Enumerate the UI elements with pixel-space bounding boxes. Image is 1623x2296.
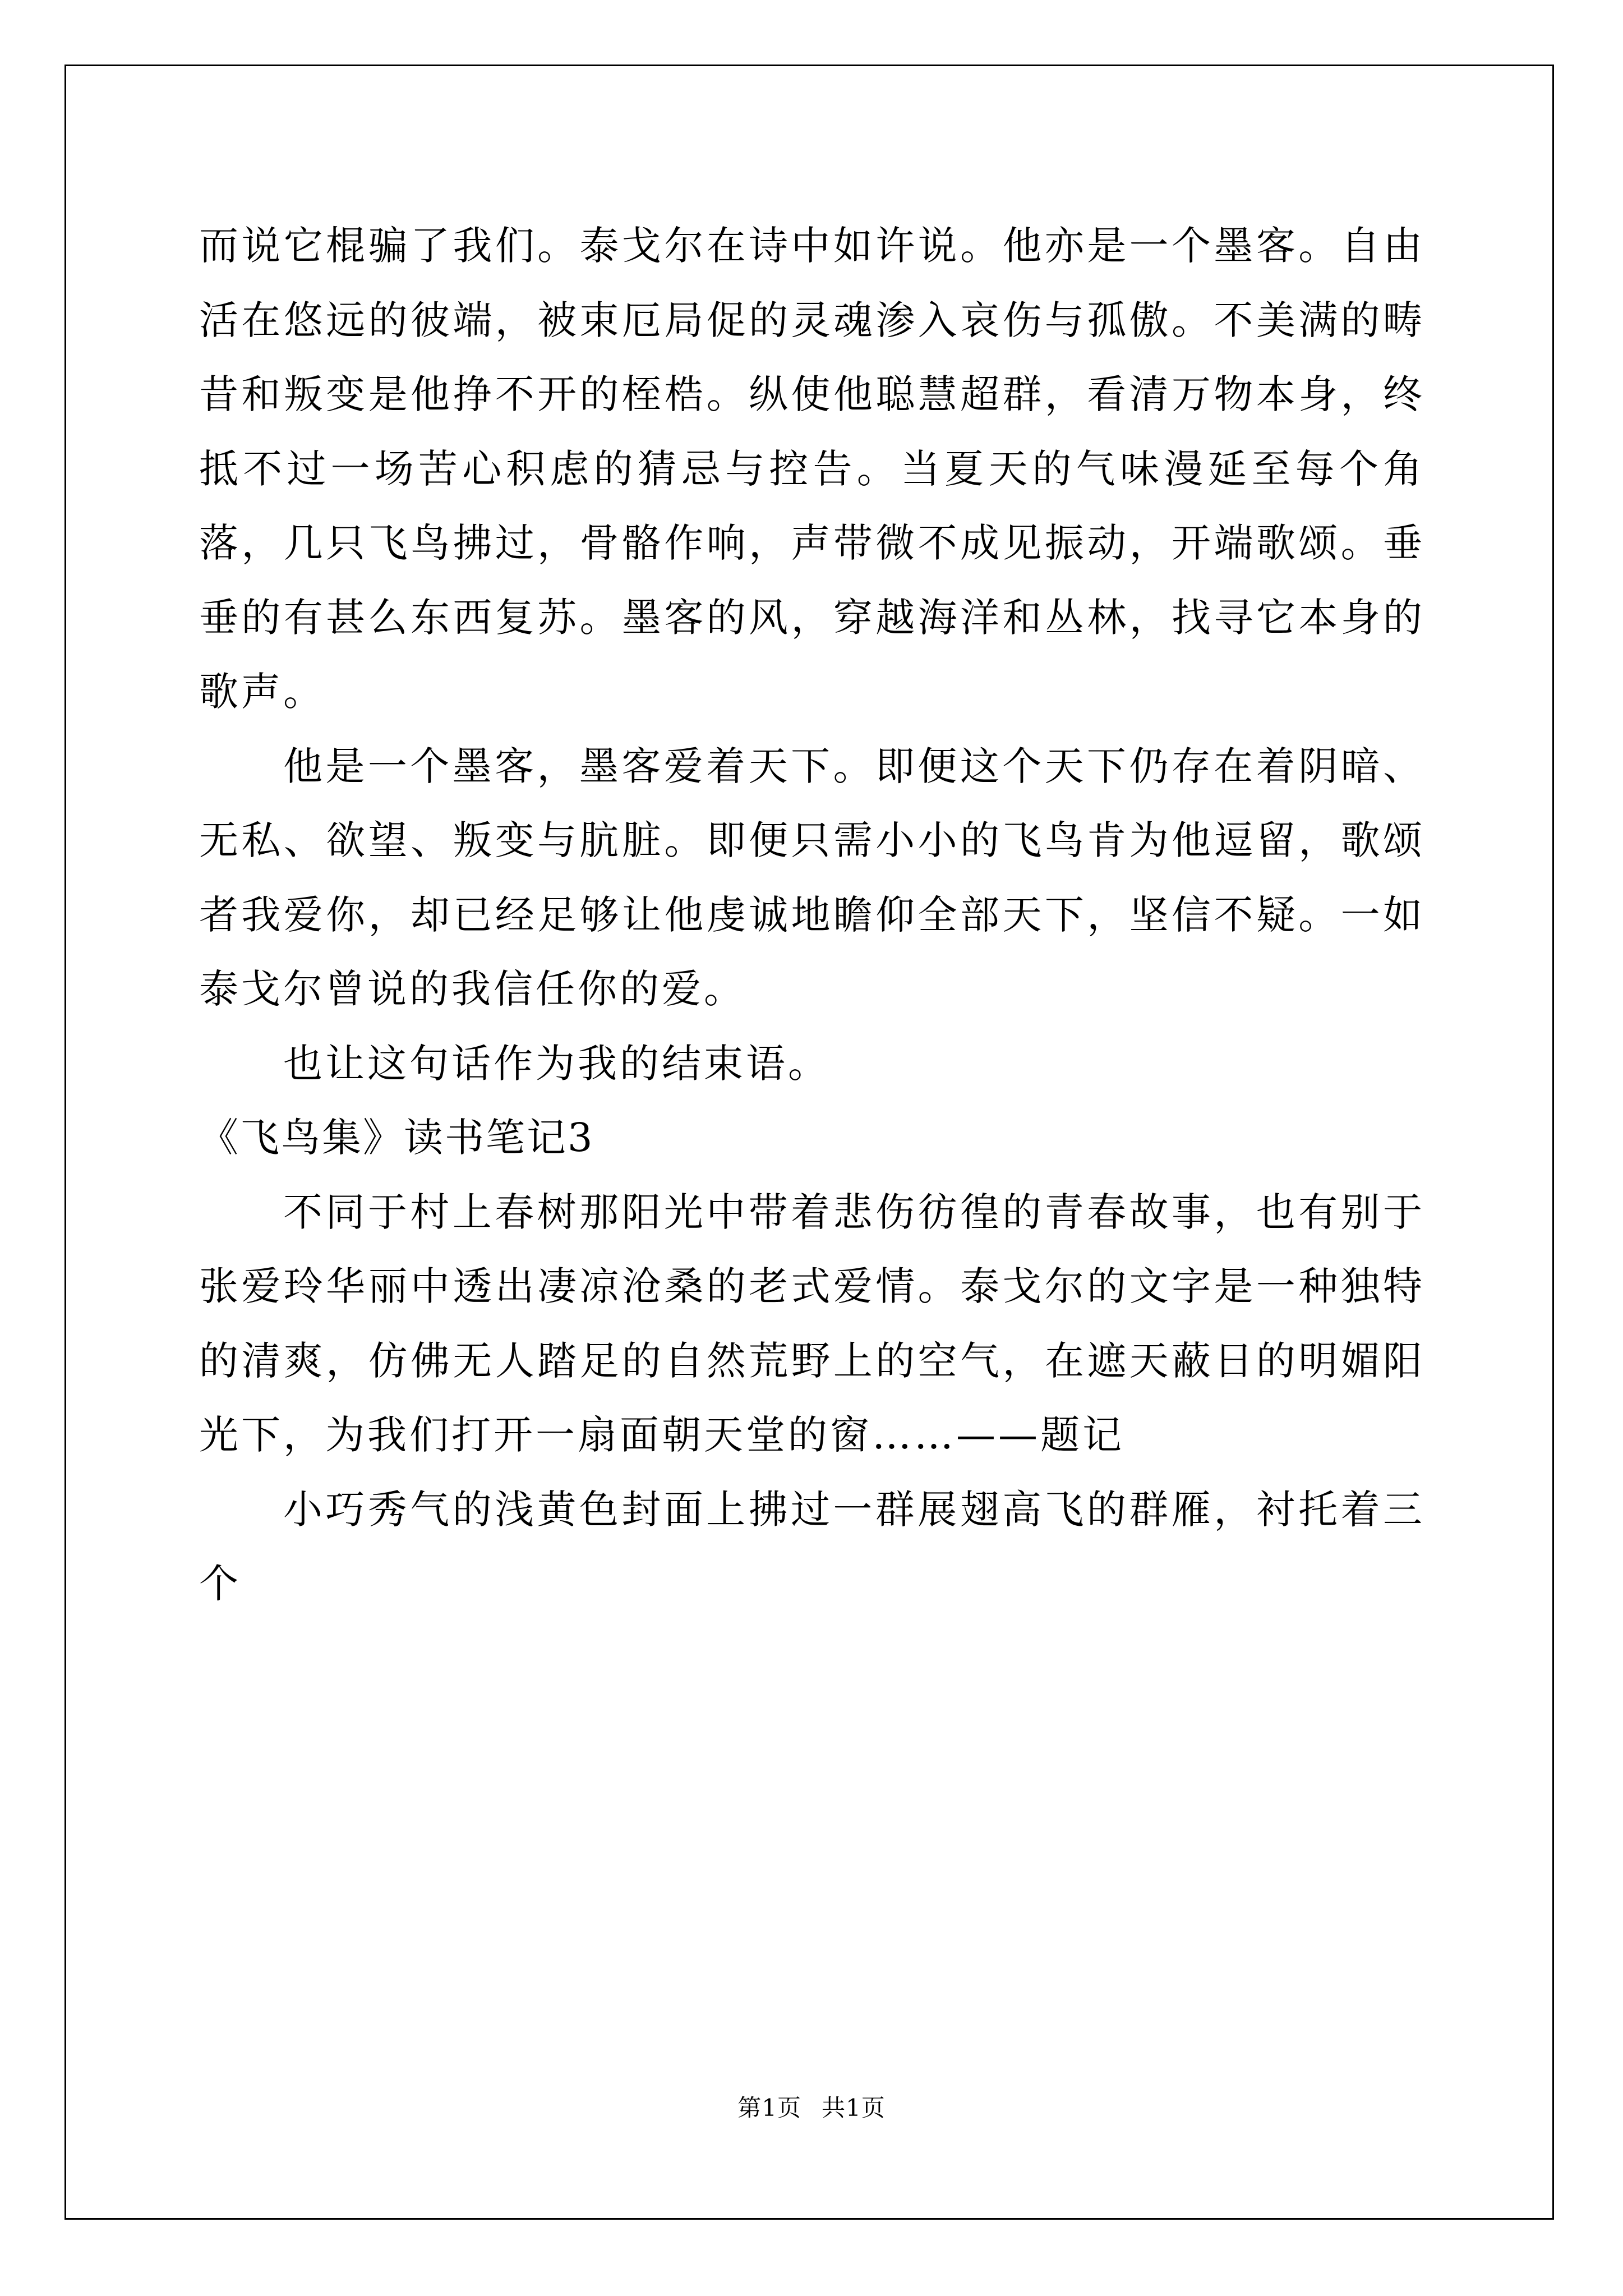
- paragraph-poet: 他是一个墨客，墨客爱着天下。即便这个天下仍存在着阴暗、无私、欲望、叛变与肮脏。即便只需小小的飞鸟肯为他逗留，歌颂者我爱你，却已经足够让他虔诚地瞻仰全部天下，坚信不疑。一如泰戈尔曾说的我信任你的爱。: [199, 743, 1425, 1012]
- document-body: [199, 209, 1425, 1621]
- paragraph-cover: 小巧秀气的浅黄色封面上拂过一群展翅高飞的群雁，衬托着三个: [199, 1486, 1425, 1607]
- page-number: 第1页: [737, 2094, 801, 2122]
- section-heading: 《飞鸟集》读书笔记3: [199, 1115, 594, 1161]
- paragraph-continuation: 而说它棍骗了我们。泰戈尔在诗中如许说。他亦是一个墨客。自由活在悠远的彼端，被束厄局促的灵魂渗入哀伤与孤傲。不美满的畴昔和叛变是他挣不开的桎梏。纵使他聪慧超群，看清万物本身，终抵不过一场苦心积虑的猜忌与控告。当夏天的气味漫延至每个角落，几只飞鸟拂过，骨骼作响，声带微不成见振动，开端歌颂。垂垂的有甚么东西复苏。墨客的风，穿越海洋和丛林，找寻它本身的歌声。: [199, 223, 1425, 715]
- paragraph-closing: 也让这句话作为我的结束语。: [283, 1040, 830, 1087]
- page-footer: [0, 2090, 1623, 2123]
- page-total: 共1页: [822, 2094, 886, 2122]
- paragraph-epigraph: 不同于村上春树那阳光中带着悲伤彷徨的青春故事，也有别于张爱玲华丽中透出凄凉沧桑的老式爱情。泰戈尔的文字是一种独特的清爽，仿佛无人踏足的自然荒野上的空气，在遮天蔽日的明媚阳光下，为我们打开一扇面朝天堂的窗……——题记: [199, 1189, 1425, 1458]
